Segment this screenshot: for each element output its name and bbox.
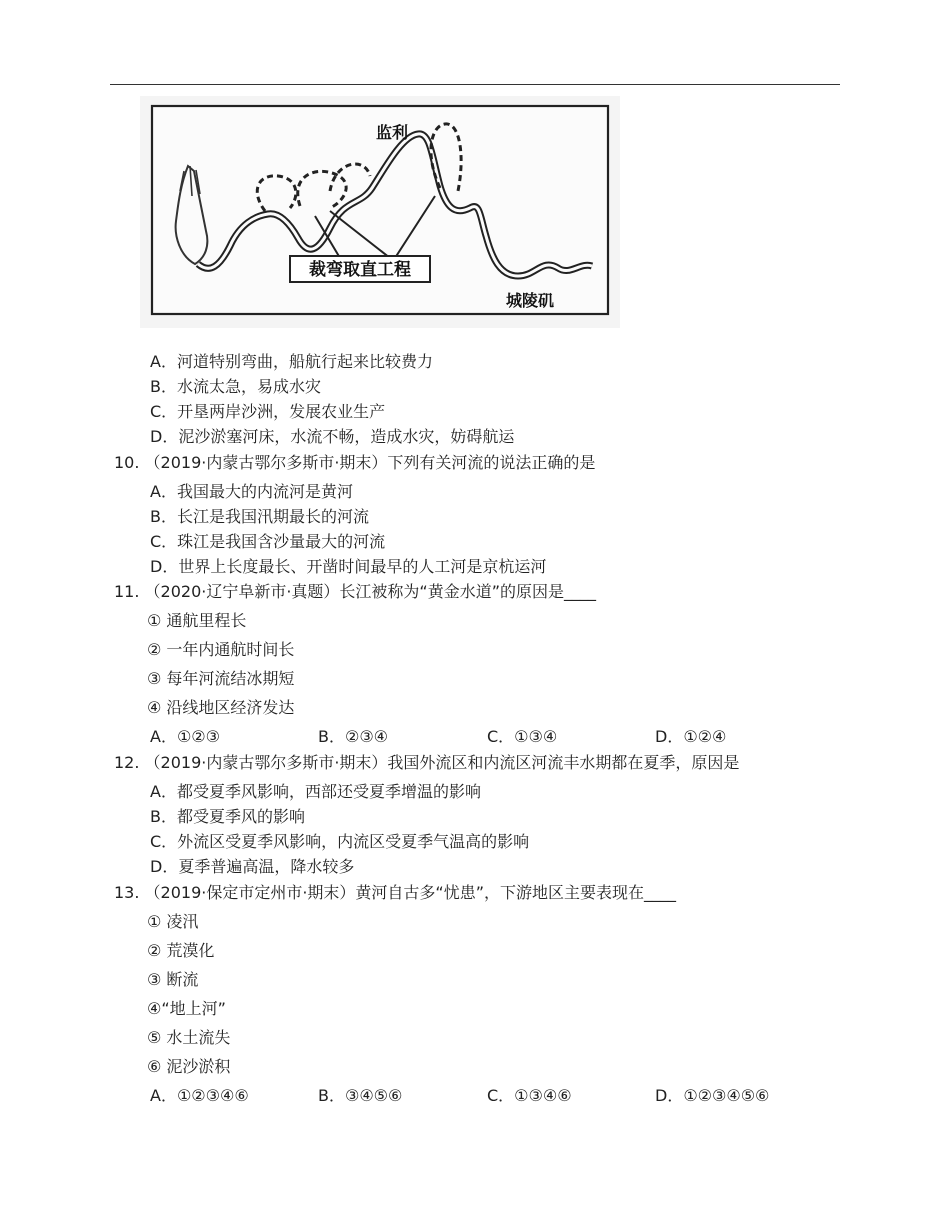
q9-option-a[interactable]: A．河道特别弯曲，船航行起来比较费力 [150, 352, 433, 371]
q13-item-5: ⑤ 水土流失 [147, 1028, 231, 1047]
q11-item-3: ③ 每年河流结冰期短 [147, 669, 295, 688]
q13-choice-a[interactable]: A．①②③④⑥ [150, 1086, 249, 1105]
figure-label-chenglingji: 城陵矶 [505, 291, 555, 310]
q11-choice-a[interactable]: A．①②③ [150, 727, 220, 746]
q13-stem: 13. （2019·保定市定州市·期末）黄河自古多“忧患”，下游地区主要表现在____ [114, 883, 677, 902]
q10-option-b[interactable]: B．长江是我国汛期最长的河流 [150, 507, 369, 526]
figure-label-jianli: 监利 [375, 123, 409, 142]
q11-item-2: ② 一年内通航时间长 [147, 640, 295, 659]
q13-choice-c[interactable]: C．①③④⑥ [487, 1086, 572, 1105]
q10-option-d[interactable]: D．世界上长度最长、开凿时间最早的人工河是京杭运河 [150, 557, 547, 576]
q13-item-4: ④“地上河” [147, 999, 226, 1018]
q12-option-a[interactable]: A．都受夏季风影响，西部还受夏季增温的影响 [150, 782, 481, 801]
q13-choice-d[interactable]: D．①②③④⑤⑥ [655, 1086, 770, 1105]
q10-stem: 10. （2019·内蒙古鄂尔多斯市·期末）下列有关河流的说法正确的是 [114, 453, 596, 472]
q10-option-c[interactable]: C．珠江是我国含沙量最大的河流 [150, 532, 386, 551]
q11-choice-c[interactable]: C．①③④ [487, 727, 558, 746]
header-rule [110, 84, 840, 85]
q11-item-4: ④ 沿线地区经济发达 [147, 698, 295, 717]
q11-stem: 11. （2020·辽宁阜新市·真题）长江被称为“黄金水道”的原因是____ [114, 582, 597, 601]
river-cutoff-map [140, 96, 620, 328]
q12-option-c[interactable]: C．外流区受夏季风影响，内流区受夏季气温高的影响 [150, 832, 530, 851]
q13-item-3: ③ 断流 [147, 970, 199, 989]
q12-stem: 12. （2019·内蒙古鄂尔多斯市·期末）我国外流区和内流区河流丰水期都在夏季，原因是 [114, 753, 740, 772]
q9-option-c[interactable]: C．开垦两岸沙洲，发展农业生产 [150, 402, 386, 421]
q13-item-6: ⑥ 泥沙淤积 [147, 1057, 231, 1076]
q12-option-b[interactable]: B．都受夏季风的影响 [150, 807, 305, 826]
q11-choice-b[interactable]: B．②③④ [318, 727, 389, 746]
q12-option-d[interactable]: D．夏季普遍高温，降水较多 [150, 857, 355, 876]
q13-item-2: ② 荒漠化 [147, 941, 215, 960]
q9-option-b[interactable]: B．水流太急，易成水灾 [150, 377, 321, 396]
figure-label-cutoff: 裁弯取直工程 [309, 260, 411, 280]
q11-item-1: ① 通航里程长 [147, 611, 247, 630]
q9-option-d[interactable]: D．泥沙淤塞河床，水流不畅，造成水灾，妨碍航运 [150, 427, 515, 446]
q13-item-1: ① 凌汛 [147, 912, 199, 931]
q11-choice-d[interactable]: D．①②④ [655, 727, 727, 746]
q10-option-a[interactable]: A．我国最大的内流河是黄河 [150, 482, 353, 501]
q13-choice-b[interactable]: B．③④⑤⑥ [318, 1086, 403, 1105]
